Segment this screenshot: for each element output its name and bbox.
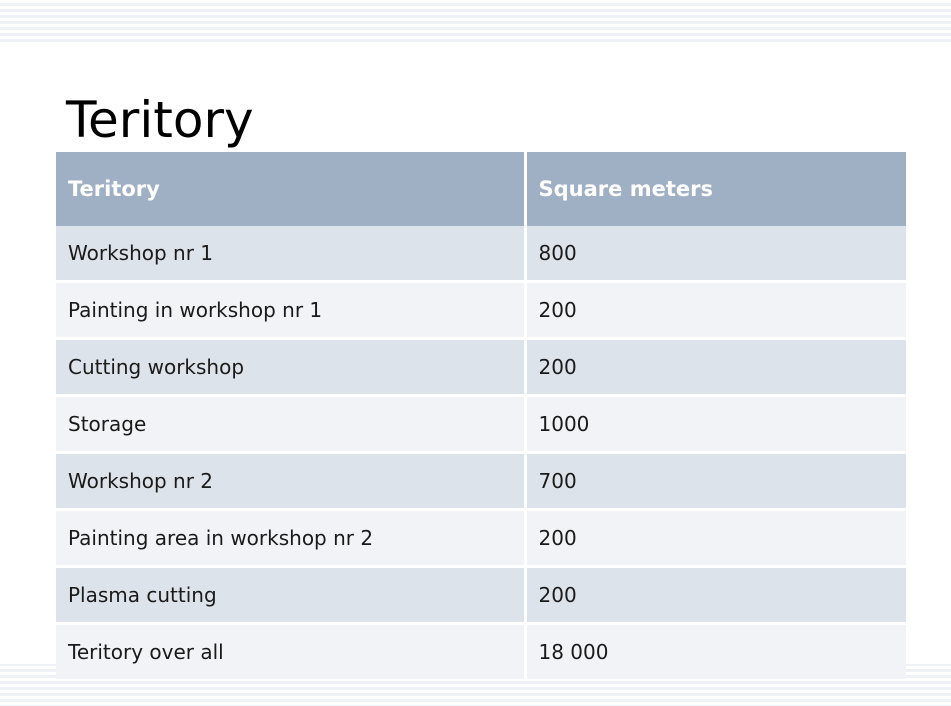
table-row	[56, 396, 906, 453]
cell-teritory: Storage	[56, 396, 525, 453]
table-body	[56, 226, 906, 679]
cell-teritory: Plasma cutting	[56, 567, 525, 624]
cell-teritory: Cutting workshop	[56, 339, 525, 396]
cell-square-meters: 200	[525, 339, 906, 396]
table-header	[56, 152, 906, 226]
cell-square-meters: 18 000	[525, 624, 906, 680]
table-row	[56, 510, 906, 567]
cell-teritory: Workshop nr 1	[56, 226, 525, 282]
table-row	[56, 226, 906, 282]
table-row	[56, 339, 906, 396]
page-title: Teritory	[66, 91, 254, 149]
table-row	[56, 453, 906, 510]
cell-square-meters: 1000	[525, 396, 906, 453]
column-header-square-meters: Square meters	[525, 152, 906, 226]
cell-square-meters: 200	[525, 567, 906, 624]
cell-square-meters: 200	[525, 282, 906, 339]
table-row	[56, 624, 906, 680]
teritory-table	[56, 152, 906, 679]
cell-teritory: Painting area in workshop nr 2	[56, 510, 525, 567]
table-row	[56, 282, 906, 339]
cell-teritory: Teritory over all	[56, 624, 525, 680]
column-header-teritory: Teritory	[56, 152, 525, 226]
cell-square-meters: 700	[525, 453, 906, 510]
cell-square-meters: 800	[525, 226, 906, 282]
cell-teritory: Painting in workshop nr 1	[56, 282, 525, 339]
cell-teritory: Workshop nr 2	[56, 453, 525, 510]
table-header-row	[56, 152, 906, 226]
table-row	[56, 567, 906, 624]
cell-square-meters: 200	[525, 510, 906, 567]
